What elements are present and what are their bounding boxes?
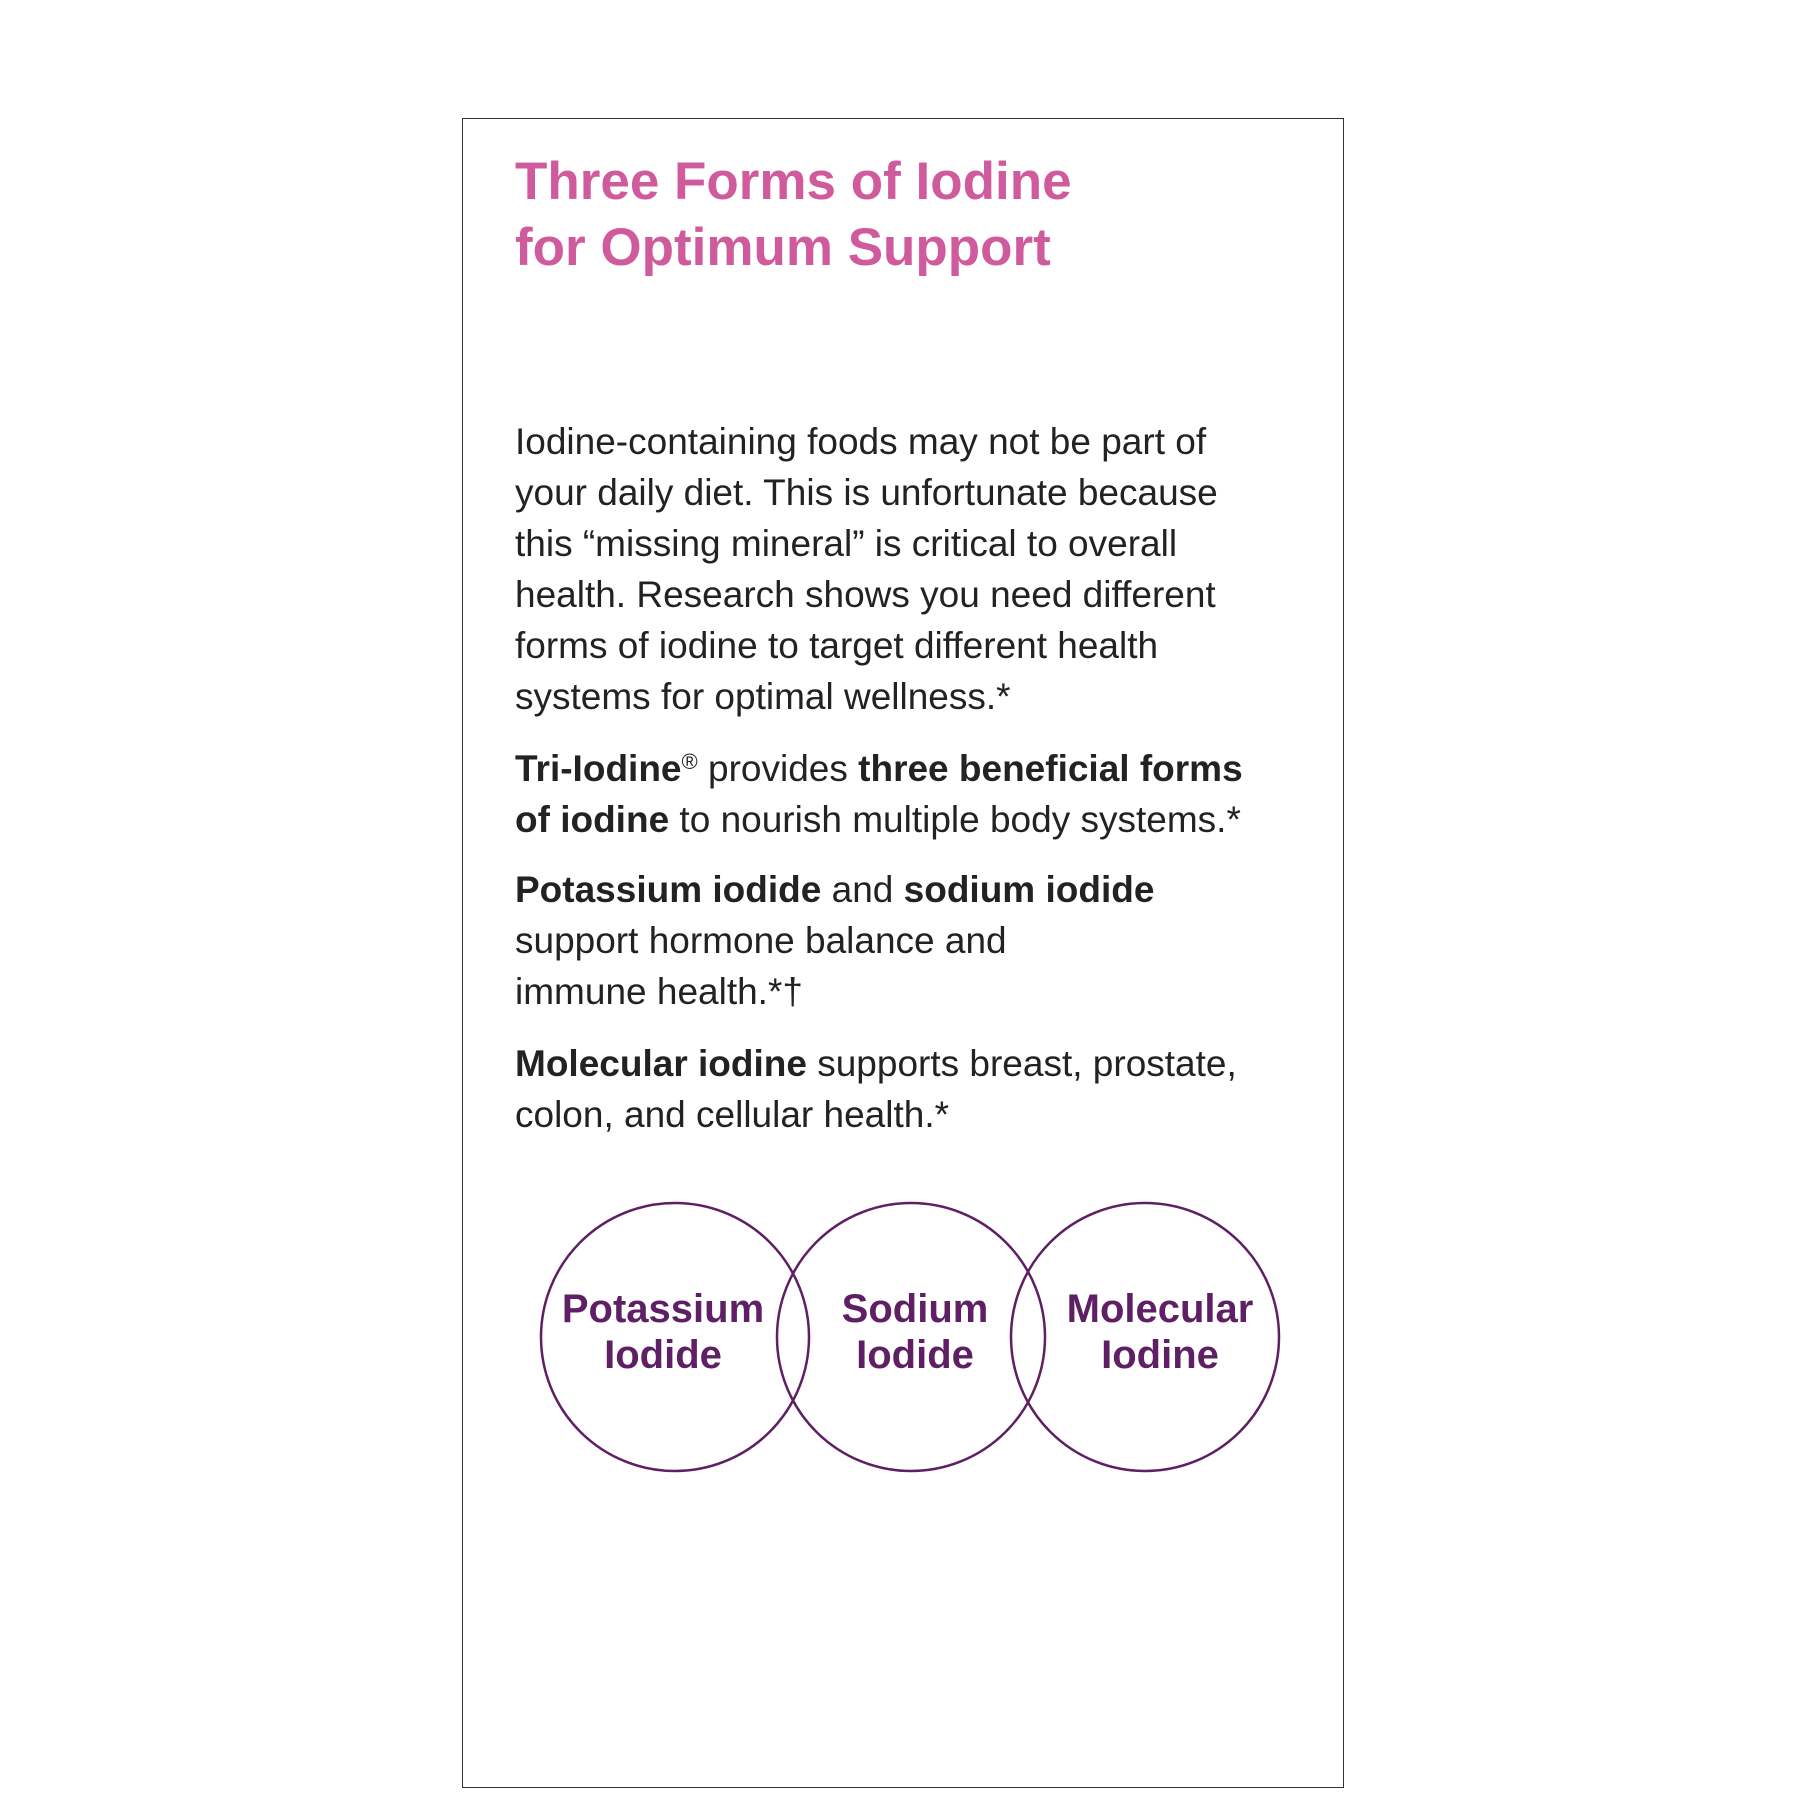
intro-line: Iodine-containing foods may not be part of xyxy=(515,421,1207,462)
intro-line: systems for optimal wellness.* xyxy=(515,676,1011,717)
circle-label-line-1: Molecular xyxy=(1066,1287,1254,1331)
emphasis-text: Potassium iodide xyxy=(515,869,822,910)
tri-iodine-paragraph: Tri-Iodine® provides three beneficial forms of iodine to nourish multiple body systems.* xyxy=(515,748,1243,840)
title-line-1: Three Forms of Iodine xyxy=(515,152,1072,211)
circle-label-line-1: Sodium xyxy=(841,1287,989,1331)
intro-line: this “missing mineral” is critical to overall xyxy=(515,523,1178,564)
panel-title xyxy=(515,149,1275,281)
circle-label-line-2: Iodide xyxy=(856,1333,974,1377)
circle-label-line-2: Iodine xyxy=(1101,1333,1219,1377)
brand-name: Tri-Iodine xyxy=(515,748,682,789)
circle-outline xyxy=(1011,1203,1279,1471)
emphasis-text: sodium iodide xyxy=(903,869,1155,910)
iodides-paragraph: Potassium iodide and sodium iodide support hormone balance and immune health.*† xyxy=(515,869,1155,1012)
registered-mark: ® xyxy=(681,749,698,774)
venn-circle-molecular xyxy=(1011,1203,1279,1471)
intro-line: health. Research shows you need different xyxy=(515,574,1216,615)
venn-circle-sodium xyxy=(777,1203,1045,1471)
venn-circle-potassium xyxy=(541,1203,809,1471)
title-line-2: for Optimum Support xyxy=(515,218,1051,277)
intro-line: your daily diet. This is unfortunate because xyxy=(515,472,1218,513)
intro-line: forms of iodine to target different health xyxy=(515,625,1159,666)
emphasis-text: of iodine xyxy=(515,799,670,840)
emphasis-text: Molecular iodine xyxy=(515,1043,807,1084)
intro-paragraph xyxy=(515,416,1315,722)
info-panel xyxy=(462,118,1344,1788)
circle-label-line-1: Potassium xyxy=(561,1287,765,1331)
circle-label-line-2: Iodide xyxy=(604,1333,722,1377)
circle-outline xyxy=(777,1203,1045,1471)
molecular-paragraph: Molecular iodine supports breast, prostate, colon, and cellular health.* xyxy=(515,1043,1237,1135)
circle-outline xyxy=(541,1203,809,1471)
emphasis-text: three beneficial forms xyxy=(858,748,1243,789)
